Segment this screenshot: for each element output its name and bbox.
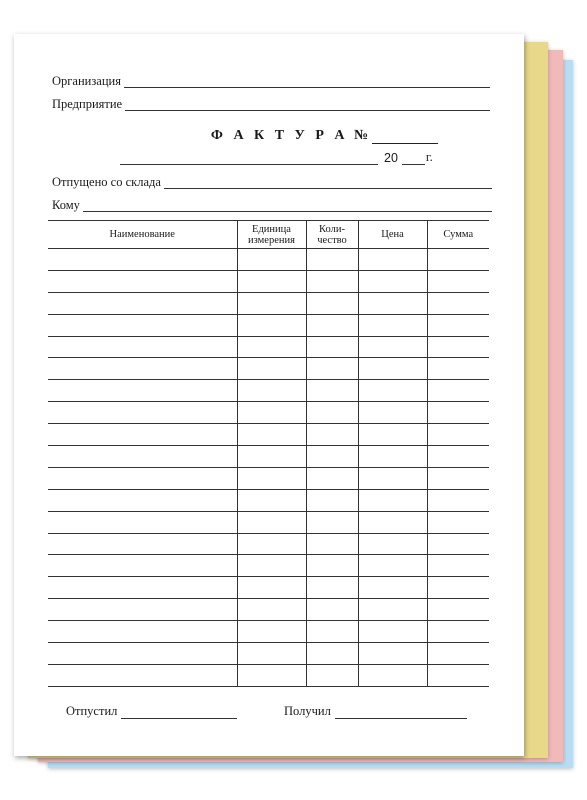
- cell-name[interactable]: [48, 446, 237, 468]
- cell-quantity[interactable]: [306, 358, 358, 380]
- organization-field[interactable]: [52, 74, 490, 88]
- date-line[interactable]: [120, 152, 378, 165]
- cell-unit[interactable]: [237, 358, 306, 380]
- cell-name[interactable]: [48, 533, 237, 555]
- to-label: Кому: [52, 198, 80, 212]
- enterprise-field[interactable]: [52, 97, 490, 111]
- cell-sum[interactable]: [427, 380, 489, 402]
- released-by-field[interactable]: [66, 704, 237, 719]
- col-header-name: Наименование: [48, 221, 237, 249]
- number-sign: №: [353, 128, 369, 143]
- cell-unit[interactable]: [237, 643, 306, 665]
- table-row: [48, 467, 489, 489]
- cell-unit[interactable]: [237, 249, 306, 271]
- invoice-title: Ф А К Т У Р А: [210, 128, 348, 143]
- table-row: [48, 336, 489, 358]
- cell-name[interactable]: [48, 402, 237, 424]
- shipped-from-field[interactable]: [52, 175, 492, 189]
- cell-sum[interactable]: [427, 489, 489, 511]
- cell-quantity[interactable]: [306, 467, 358, 489]
- cell-quantity[interactable]: [306, 599, 358, 621]
- table-row: [48, 621, 489, 643]
- cell-unit[interactable]: [237, 664, 306, 686]
- table-row: [48, 249, 489, 271]
- cell-sum[interactable]: [427, 446, 489, 468]
- cell-sum[interactable]: [427, 664, 489, 686]
- cell-unit[interactable]: [237, 533, 306, 555]
- cell-price[interactable]: [358, 489, 427, 511]
- organization-label: Организация: [52, 74, 121, 88]
- cell-sum[interactable]: [427, 555, 489, 577]
- year-line[interactable]: [402, 152, 425, 165]
- cell-unit[interactable]: [237, 467, 306, 489]
- cell-quantity[interactable]: [306, 249, 358, 271]
- cell-quantity[interactable]: [306, 664, 358, 686]
- organization-line[interactable]: [124, 75, 490, 88]
- cell-quantity[interactable]: [306, 489, 358, 511]
- col-header-unit: Единица измерения: [237, 221, 306, 249]
- cell-quantity[interactable]: [306, 446, 358, 468]
- cell-price[interactable]: [358, 621, 427, 643]
- cell-unit[interactable]: [237, 336, 306, 358]
- received-signature-line[interactable]: [335, 706, 467, 719]
- col-header-sum: Сумма: [427, 221, 489, 249]
- cell-sum[interactable]: [427, 577, 489, 599]
- received-label: Получил: [284, 704, 331, 718]
- year-suffix: г.: [425, 150, 433, 164]
- cell-sum[interactable]: [427, 358, 489, 380]
- cell-sum[interactable]: [427, 270, 489, 292]
- cell-price[interactable]: [358, 467, 427, 489]
- cell-price[interactable]: [358, 577, 427, 599]
- cell-name[interactable]: [48, 643, 237, 665]
- received-by-field[interactable]: [284, 704, 467, 719]
- cell-name[interactable]: [48, 489, 237, 511]
- cell-unit[interactable]: [237, 402, 306, 424]
- table-row: [48, 489, 489, 511]
- cell-name[interactable]: [48, 292, 237, 314]
- cell-price[interactable]: [358, 336, 427, 358]
- col-header-quantity: Коли-чество: [306, 221, 358, 249]
- date-row: [120, 150, 433, 165]
- cell-price[interactable]: [358, 270, 427, 292]
- cell-sum[interactable]: [427, 599, 489, 621]
- table-row: [48, 555, 489, 577]
- cell-price[interactable]: [358, 599, 427, 621]
- table-row: [48, 664, 489, 686]
- table-header-row: [48, 221, 489, 249]
- cell-unit[interactable]: [237, 577, 306, 599]
- cell-name[interactable]: [48, 270, 237, 292]
- cell-unit[interactable]: [237, 446, 306, 468]
- invoice-title-row: [0, 128, 587, 144]
- cell-price[interactable]: [358, 446, 427, 468]
- cell-price[interactable]: [358, 314, 427, 336]
- table-row: [48, 380, 489, 402]
- cell-price[interactable]: [358, 380, 427, 402]
- cell-name[interactable]: [48, 555, 237, 577]
- table-row: [48, 599, 489, 621]
- enterprise-line[interactable]: [125, 98, 490, 111]
- cell-unit[interactable]: [237, 314, 306, 336]
- cell-sum[interactable]: [427, 314, 489, 336]
- cell-name[interactable]: [48, 424, 237, 446]
- cell-price[interactable]: [358, 358, 427, 380]
- cell-price[interactable]: [358, 249, 427, 271]
- cell-quantity[interactable]: [306, 336, 358, 358]
- cell-name[interactable]: [48, 664, 237, 686]
- cell-unit[interactable]: [237, 424, 306, 446]
- items-table: [48, 220, 489, 687]
- cell-sum[interactable]: [427, 643, 489, 665]
- cell-sum[interactable]: [427, 424, 489, 446]
- cell-name[interactable]: [48, 249, 237, 271]
- cell-quantity[interactable]: [306, 555, 358, 577]
- cell-price[interactable]: [358, 424, 427, 446]
- released-signature-line[interactable]: [121, 706, 237, 719]
- cell-sum[interactable]: [427, 533, 489, 555]
- cell-unit[interactable]: [237, 621, 306, 643]
- cell-name[interactable]: [48, 336, 237, 358]
- table-row: [48, 643, 489, 665]
- cell-quantity[interactable]: [306, 424, 358, 446]
- cell-sum[interactable]: [427, 336, 489, 358]
- cell-price[interactable]: [358, 402, 427, 424]
- cell-name[interactable]: [48, 599, 237, 621]
- cell-quantity[interactable]: [306, 292, 358, 314]
- to-line[interactable]: [83, 199, 492, 212]
- cell-quantity[interactable]: [306, 621, 358, 643]
- cell-name[interactable]: [48, 358, 237, 380]
- table-row: [48, 511, 489, 533]
- table-row: [48, 533, 489, 555]
- cell-unit[interactable]: [237, 555, 306, 577]
- cell-quantity[interactable]: [306, 533, 358, 555]
- col-header-price: Цена: [358, 221, 427, 249]
- cell-name[interactable]: [48, 621, 237, 643]
- to-field[interactable]: [52, 198, 492, 212]
- cell-price[interactable]: [358, 533, 427, 555]
- table-row: [48, 292, 489, 314]
- cell-unit[interactable]: [237, 380, 306, 402]
- cell-price[interactable]: [358, 664, 427, 686]
- cell-unit[interactable]: [237, 489, 306, 511]
- cell-unit[interactable]: [237, 511, 306, 533]
- table-row: [48, 577, 489, 599]
- table-row: [48, 446, 489, 468]
- cell-name[interactable]: [48, 511, 237, 533]
- cell-price[interactable]: [358, 511, 427, 533]
- cell-name[interactable]: [48, 380, 237, 402]
- cell-name[interactable]: [48, 577, 237, 599]
- table-row: [48, 424, 489, 446]
- invoice-number-line[interactable]: [372, 130, 438, 144]
- cell-unit[interactable]: [237, 292, 306, 314]
- cell-name[interactable]: [48, 314, 237, 336]
- table-row: [48, 270, 489, 292]
- cell-price[interactable]: [358, 643, 427, 665]
- shipped-from-label: Отпущено со склада: [52, 175, 161, 189]
- cell-quantity[interactable]: [306, 511, 358, 533]
- year-prefix: 20: [384, 151, 398, 165]
- cell-price[interactable]: [358, 555, 427, 577]
- cell-sum[interactable]: [427, 511, 489, 533]
- shipped-from-line[interactable]: [164, 176, 492, 189]
- cell-sum[interactable]: [427, 467, 489, 489]
- table-row: [48, 402, 489, 424]
- table-row: [48, 358, 489, 380]
- cell-quantity[interactable]: [306, 314, 358, 336]
- cell-name[interactable]: [48, 467, 237, 489]
- cell-quantity[interactable]: [306, 577, 358, 599]
- table-row: [48, 314, 489, 336]
- cell-price[interactable]: [358, 292, 427, 314]
- cell-sum[interactable]: [427, 249, 489, 271]
- cell-quantity[interactable]: [306, 380, 358, 402]
- enterprise-label: Предприятие: [52, 97, 123, 111]
- cell-sum[interactable]: [427, 402, 489, 424]
- cell-sum[interactable]: [427, 621, 489, 643]
- cell-quantity[interactable]: [306, 643, 358, 665]
- released-label: Отпустил: [66, 704, 118, 718]
- cell-unit[interactable]: [237, 270, 306, 292]
- cell-unit[interactable]: [237, 599, 306, 621]
- cell-quantity[interactable]: [306, 402, 358, 424]
- cell-quantity[interactable]: [306, 270, 358, 292]
- cell-sum[interactable]: [427, 292, 489, 314]
